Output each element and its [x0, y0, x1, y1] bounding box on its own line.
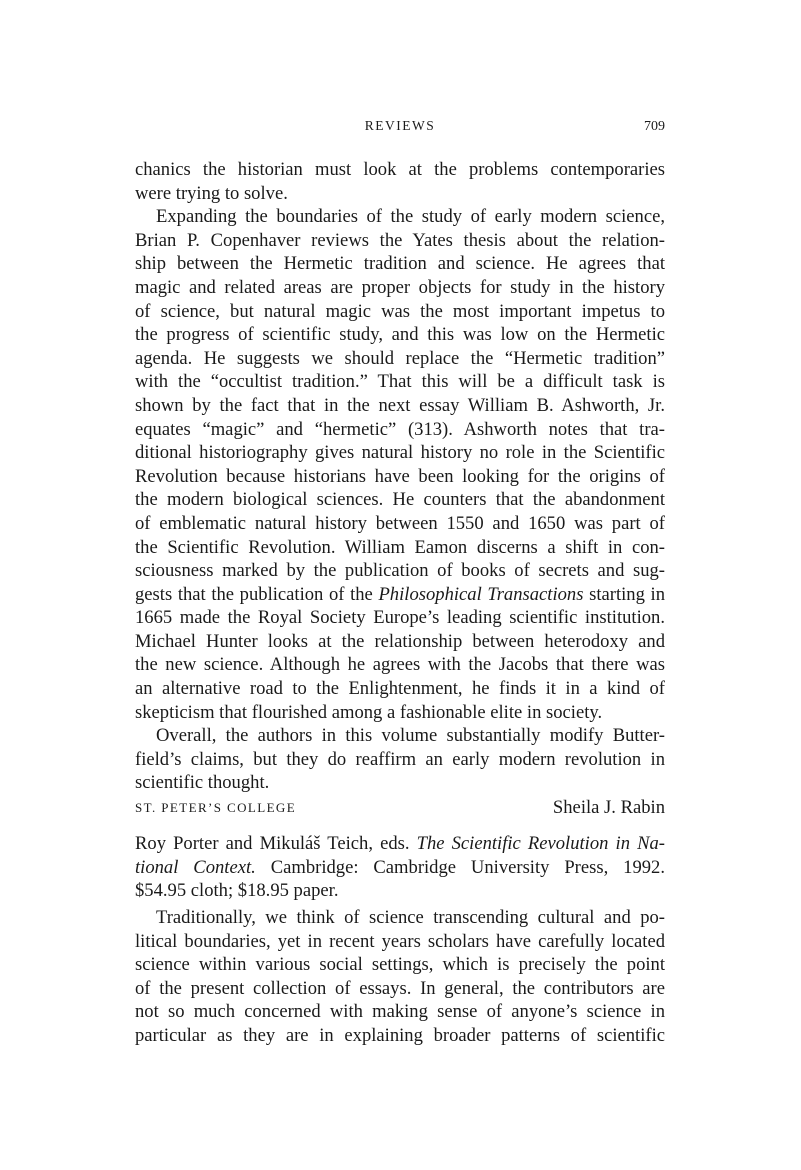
- text-line: agenda. He suggests we should replace the “Hermetic tradition”: [135, 347, 665, 369]
- text-line: Revolution because historians have been looking for the origins of: [135, 465, 665, 487]
- text-line: field’s claims, but they do reaffirm an early modern revolution in: [135, 748, 665, 770]
- running-title: REVIEWS: [364, 118, 436, 133]
- text-line: [135, 583, 665, 607]
- text-line: Overall, the authors in this volume substantially modify Butter-: [156, 725, 665, 747]
- running-head: [135, 118, 665, 138]
- text-line: litical boundaries, yet in recent years scholars have carefully located: [135, 930, 665, 952]
- reviewer-name: Sheila J. Rabin: [552, 797, 665, 819]
- book-title-italic: tional Context.: [135, 856, 256, 878]
- text-line: not so much concerned with making sense of anyone’s science in: [135, 1001, 665, 1023]
- text-line: Michael Hunter looks at the relationship between heterodoxy and: [135, 630, 665, 652]
- text-line: particular as they are in explaining broader patterns of scientific: [135, 1024, 665, 1046]
- review-2-citation: [135, 832, 665, 903]
- text-line: were trying to solve.: [135, 182, 288, 204]
- text-line: Expanding the boundaries of the study of early modern science,: [156, 206, 665, 228]
- text-line: skepticism that flourished among a fashionable elite in society.: [135, 701, 603, 723]
- text-line: science within various social settings, which is precisely the point: [135, 954, 665, 976]
- text-line: of the present collection of essays. In general, the contributors are: [135, 977, 665, 999]
- text-line: of emblematic natural history between 1550 and 1650 was part of: [135, 512, 665, 534]
- text-line: ditional historiography gives natural history no role in the Scientific: [135, 442, 665, 464]
- text-line: 1665 made the Royal Society Europe’s leading scientific institution.: [135, 607, 665, 629]
- text-run: gests that the publication of the: [135, 583, 379, 605]
- citation-publisher: Cambridge: Cambridge University Press, 1992.: [255, 856, 665, 878]
- text-line: shown by the fact that in the next essay William B. Ashworth, Jr.: [135, 394, 665, 416]
- page-number: 709: [644, 119, 665, 134]
- text-line: Traditionally, we think of science transcending cultural and po-: [156, 907, 665, 928]
- citation-price: $54.95 cloth; $18.95 paper.: [135, 880, 339, 902]
- text-line: sciousness marked by the publication of books of secrets and sug-: [135, 560, 665, 582]
- text-line: an alternative road to the Enlightenment, he finds it in a kind of: [135, 678, 665, 700]
- citation-authors: Roy Porter and Mikuláš Teich, eds.: [135, 833, 417, 854]
- text-line: the Scientific Revolution. William Eamon discerns a shift in con-: [135, 536, 665, 558]
- review-signature: [135, 796, 665, 820]
- text-line: the progress of scientific study, and this was low on the Hermetic: [135, 324, 665, 346]
- reviewer-affiliation: ST. PETER’S COLLEGE: [135, 800, 297, 816]
- text-line: ship between the Hermetic tradition and science. He agrees that: [135, 253, 665, 275]
- text-line: magic and related areas are proper objects for study in the history: [135, 276, 665, 298]
- journal-title-italic: Philosophical Transactions: [378, 583, 584, 605]
- text-line: equates “magic” and “hermetic” (313). Ashworth notes that tra-: [135, 418, 665, 440]
- text-run: starting in: [583, 583, 665, 605]
- citation-line: [135, 832, 665, 856]
- text-line: the new science. Although he agrees with the Jacobs that there was: [135, 654, 665, 676]
- text-line: of science, but natural magic was the most important impetus to: [135, 300, 665, 322]
- text-line: the modern biological sciences. He counters that the abandonment: [135, 489, 665, 511]
- citation-line: [135, 856, 665, 880]
- text-line: with the “occultist tradition.” That this will be a difficult task is: [135, 371, 665, 393]
- text-line: scientific thought.: [135, 772, 270, 794]
- review-2-body: [135, 906, 665, 1048]
- book-title-italic: The Scientific Revolution in Na-: [416, 833, 665, 854]
- text-line: chanics the historian must look at the problems contemporaries: [135, 159, 665, 180]
- text-line: Brian P. Copenhaver reviews the Yates thesis about the relation-: [135, 229, 665, 251]
- review-1-body: [135, 158, 665, 820]
